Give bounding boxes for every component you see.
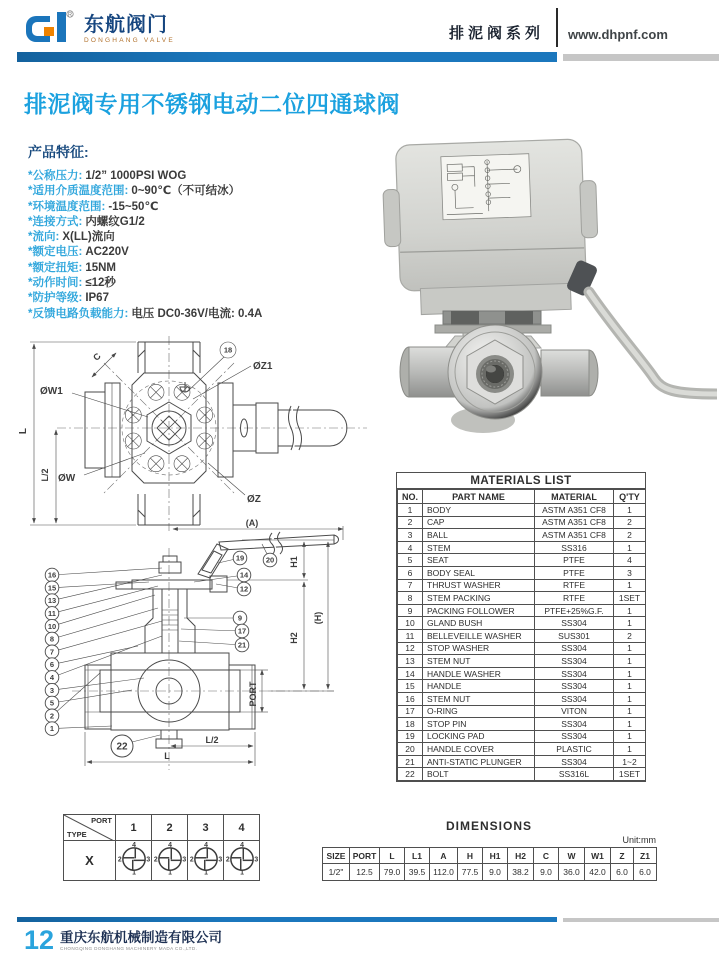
balloon-6: 6 bbox=[49, 660, 55, 670]
materials-cell: STEM NUT bbox=[423, 655, 535, 668]
feature-label: *动作时间: bbox=[28, 277, 83, 290]
materials-cell: 1 bbox=[614, 730, 646, 743]
materials-cell: 16 bbox=[398, 692, 423, 705]
balloon-13: 13 bbox=[47, 596, 57, 606]
footer-company bbox=[60, 931, 222, 951]
port-column-header: 3 bbox=[188, 815, 224, 841]
company-logo bbox=[20, 8, 220, 52]
features-heading: 产品特征: bbox=[28, 144, 89, 160]
balloon-5: 5 bbox=[49, 698, 55, 708]
dimension-value-cell: 36.0 bbox=[559, 864, 585, 881]
balloon-19: 19 bbox=[235, 553, 245, 563]
balloon-21: 21 bbox=[237, 640, 247, 650]
feature-item bbox=[28, 184, 358, 199]
svg-text:4: 4 bbox=[131, 841, 136, 849]
materials-cell: SS304 bbox=[535, 642, 614, 655]
materials-cell: 11 bbox=[398, 629, 423, 642]
materials-cell: PTFE+25%G.F. bbox=[535, 604, 614, 617]
dimension-value-cell: 6.0 bbox=[634, 864, 657, 881]
materials-header-cell: PART NAME bbox=[423, 490, 535, 504]
balloon-3: 3 bbox=[49, 685, 55, 695]
materials-cell: SS304 bbox=[535, 730, 614, 743]
company-name-en: CHONGQING DONGHANG MACHINERY MADA CO.,LTD. bbox=[60, 946, 198, 951]
feature-value: 内螺纹G1/2 bbox=[85, 215, 145, 228]
balloon-4: 4 bbox=[49, 673, 55, 682]
materials-cell: 17 bbox=[398, 705, 423, 718]
materials-cell: HANDLE COVER bbox=[423, 743, 535, 756]
dim-H: (H) bbox=[313, 611, 323, 625]
feature-value: ≤12秒 bbox=[85, 277, 116, 290]
materials-cell: SEAT bbox=[423, 554, 535, 567]
feature-label: *额定电压: bbox=[28, 246, 83, 259]
materials-cell: 1 bbox=[614, 604, 646, 617]
materials-cell: 1 bbox=[614, 579, 646, 592]
dimension-header-cell: SIZE bbox=[323, 848, 350, 864]
corner-label-type: TYPE bbox=[67, 830, 87, 839]
feature-label: *连接方式: bbox=[28, 215, 83, 228]
materials-cell: PLASTIC bbox=[535, 743, 614, 756]
svg-text:3: 3 bbox=[181, 856, 186, 864]
materials-cell: PACKING FOLLOWER bbox=[423, 604, 535, 617]
port-diagram-cell bbox=[116, 841, 152, 881]
materials-cell: HANDLE WASHER bbox=[423, 667, 535, 680]
materials-row bbox=[398, 579, 646, 592]
materials-cell: STOP PIN bbox=[423, 718, 535, 731]
dimension-header-cell: PORT bbox=[350, 848, 380, 864]
materials-cell: BALL bbox=[423, 529, 535, 542]
features-list bbox=[28, 169, 358, 322]
svg-text:3: 3 bbox=[217, 856, 222, 864]
svg-text:4: 4 bbox=[167, 841, 172, 849]
header-gray-bar bbox=[563, 54, 719, 61]
logo-company-en: DONGHANG VALVE bbox=[84, 37, 175, 44]
dim-L-half: L/2 bbox=[40, 468, 50, 482]
materials-cell: 1SET bbox=[614, 768, 646, 781]
feature-value: 1/2” 1000PSI WOG bbox=[85, 170, 187, 182]
materials-cell: RTFE bbox=[535, 592, 614, 605]
materials-row bbox=[398, 755, 646, 768]
materials-cell: 4 bbox=[614, 554, 646, 567]
feature-value: AC220V bbox=[85, 246, 129, 259]
feature-item bbox=[28, 215, 358, 230]
section-drawing bbox=[12, 518, 390, 808]
page-title: 排泥阀专用不锈钢电动二位四通球阀 bbox=[24, 91, 400, 117]
feature-label: *适用介质温度范围: bbox=[28, 185, 129, 198]
materials-cell: 1 bbox=[614, 504, 646, 517]
dimension-header-cell: L1 bbox=[405, 848, 430, 864]
balloon-1: 1 bbox=[49, 724, 55, 734]
actuator-body bbox=[381, 138, 600, 315]
materials-cell: LOCKING PAD bbox=[423, 730, 535, 743]
feature-value: IP67 bbox=[85, 292, 109, 305]
port-row-label: X bbox=[64, 841, 116, 881]
dim-C: C bbox=[91, 351, 103, 363]
materials-cell: STEM PACKING bbox=[423, 592, 535, 605]
materials-cell: 1 bbox=[614, 718, 646, 731]
materials-cell: 19 bbox=[398, 730, 423, 743]
dimension-header-cell: Z1 bbox=[634, 848, 657, 864]
page-number: 12 bbox=[24, 925, 55, 955]
materials-cell: 21 bbox=[398, 755, 423, 768]
company-name-cn: 重庆东航机械制造有限公司 bbox=[60, 930, 222, 945]
materials-row bbox=[398, 667, 646, 680]
materials-cell: 10 bbox=[398, 617, 423, 630]
feature-item bbox=[28, 169, 358, 184]
dim-Z1: ØZ1 bbox=[253, 361, 273, 372]
port-column-header: 1 bbox=[116, 815, 152, 841]
materials-cell: 15 bbox=[398, 680, 423, 693]
materials-cell: 1 bbox=[614, 680, 646, 693]
dimension-header-cell: L bbox=[380, 848, 405, 864]
dimension-header-cell: H bbox=[458, 848, 483, 864]
materials-cell: SS304 bbox=[535, 692, 614, 705]
dim-W1: ØW1 bbox=[40, 386, 63, 397]
materials-row bbox=[398, 529, 646, 542]
dimensions-header-row bbox=[323, 848, 657, 864]
dimension-value-cell: 79.0 bbox=[380, 864, 405, 881]
feature-label: *额定扭矩: bbox=[28, 261, 83, 274]
materials-cell: SS304 bbox=[535, 755, 614, 768]
materials-cell: 14 bbox=[398, 667, 423, 680]
top-view-drawing bbox=[12, 333, 390, 535]
materials-cell: 1~2 bbox=[614, 755, 646, 768]
feature-value: 电压 DC0-36V/电流: 0.4A bbox=[131, 307, 263, 320]
balloon-9: 9 bbox=[237, 613, 243, 623]
materials-cell: SS304 bbox=[535, 718, 614, 731]
materials-row bbox=[398, 629, 646, 642]
materials-cell: ASTM A351 CF8 bbox=[535, 516, 614, 529]
dim-L: L bbox=[164, 751, 170, 761]
materials-cell: CAP bbox=[423, 516, 535, 529]
dimension-value-cell: 77.5 bbox=[458, 864, 483, 881]
materials-cell: SS304 bbox=[535, 617, 614, 630]
materials-cell: 22 bbox=[398, 768, 423, 781]
dimension-header-cell: H1 bbox=[483, 848, 508, 864]
materials-cell: ASTM A351 CF8 bbox=[535, 529, 614, 542]
dimension-value-cell: 42.0 bbox=[585, 864, 611, 881]
svg-text:1: 1 bbox=[167, 869, 172, 875]
port-column-header: 4 bbox=[224, 815, 260, 841]
materials-cell: 1 bbox=[614, 692, 646, 705]
materials-cell: 1SET bbox=[614, 592, 646, 605]
materials-cell: 1 bbox=[614, 705, 646, 718]
port-diagram bbox=[117, 841, 151, 875]
materials-cell: 2 bbox=[614, 629, 646, 642]
logo-mark-icon bbox=[20, 8, 78, 50]
materials-cell: STEM NUT bbox=[423, 692, 535, 705]
valve-body bbox=[400, 325, 598, 433]
balloon-18: 18 bbox=[223, 345, 233, 355]
corner-label-port: PORT bbox=[91, 816, 112, 825]
balloon-15: 15 bbox=[47, 583, 57, 593]
materials-cell: BODY bbox=[423, 504, 535, 517]
materials-row bbox=[398, 768, 646, 781]
materials-cell: 3 bbox=[614, 566, 646, 579]
materials-row bbox=[398, 604, 646, 617]
header-blue-bar bbox=[17, 52, 557, 62]
dim-H2: H2 bbox=[289, 632, 299, 644]
materials-cell: VITON bbox=[535, 705, 614, 718]
feature-item bbox=[28, 307, 358, 322]
materials-row bbox=[398, 705, 646, 718]
materials-cell: 12 bbox=[398, 642, 423, 655]
port-diagram bbox=[225, 841, 259, 875]
dimension-value-cell: 39.5 bbox=[405, 864, 430, 881]
balloon-2: 2 bbox=[49, 711, 55, 721]
feature-label: *流向: bbox=[28, 231, 60, 244]
logo-company-cn: 东航阀门 bbox=[84, 14, 168, 36]
feature-label: *公称压力: bbox=[28, 170, 83, 182]
materials-cell: 1 bbox=[614, 667, 646, 680]
svg-text:2: 2 bbox=[153, 856, 158, 864]
materials-cell: SS304 bbox=[535, 667, 614, 680]
materials-cell: SS304 bbox=[535, 680, 614, 693]
materials-row bbox=[398, 655, 646, 668]
materials-row bbox=[398, 743, 646, 756]
materials-cell: SS316 bbox=[535, 541, 614, 554]
feature-label: *反馈电路负载能力: bbox=[28, 307, 129, 320]
materials-cell: O-RING bbox=[423, 705, 535, 718]
balloon-12: 12 bbox=[239, 584, 249, 594]
materials-cell: 1 bbox=[398, 504, 423, 517]
product-photo bbox=[343, 128, 717, 440]
materials-cell: 20 bbox=[398, 743, 423, 756]
dimension-header-cell: A bbox=[430, 848, 458, 864]
svg-text:1: 1 bbox=[131, 869, 136, 875]
materials-cell: PTFE bbox=[535, 554, 614, 567]
header-divider bbox=[556, 8, 558, 47]
materials-cell: ANTI-STATIC PLUNGER bbox=[423, 755, 535, 768]
svg-text:2: 2 bbox=[189, 856, 194, 864]
materials-cell: 4 bbox=[398, 541, 423, 554]
balloon-17: 17 bbox=[237, 626, 247, 636]
materials-row bbox=[398, 730, 646, 743]
feature-value: -15~50℃ bbox=[108, 200, 159, 213]
balloon-16: 16 bbox=[47, 570, 57, 580]
port-type-table bbox=[63, 814, 260, 881]
dimensions-unit: Unit:mm bbox=[622, 835, 656, 845]
dimension-header-cell: C bbox=[534, 848, 559, 864]
dimensions-title: DIMENSIONS bbox=[445, 819, 532, 833]
feature-item bbox=[28, 230, 358, 245]
balloon-8: 8 bbox=[49, 634, 55, 644]
balloon-10: 10 bbox=[47, 621, 57, 631]
materials-cell: 7 bbox=[398, 579, 423, 592]
materials-cell: HANDLE bbox=[423, 680, 535, 693]
materials-header-cell: NO. bbox=[398, 490, 423, 504]
feature-item bbox=[28, 245, 358, 260]
materials-cell: 5 bbox=[398, 554, 423, 567]
port-diagram bbox=[153, 841, 187, 875]
svg-text:4: 4 bbox=[203, 841, 208, 849]
dim-L-half: L/2 bbox=[205, 735, 219, 745]
port-diagram-cell bbox=[152, 841, 188, 881]
port-type-corner-cell bbox=[64, 815, 116, 841]
feature-label: *防护等级: bbox=[28, 292, 83, 305]
materials-cell: 13 bbox=[398, 655, 423, 668]
materials-header-cell: Q'TY bbox=[614, 490, 646, 504]
website-url: www.dhpnf.com bbox=[568, 27, 668, 42]
materials-cell: 3 bbox=[398, 529, 423, 542]
svg-text:2: 2 bbox=[225, 856, 230, 864]
svg-text:1: 1 bbox=[203, 869, 208, 875]
materials-cell: 2 bbox=[398, 516, 423, 529]
feature-value: 0~90℃（不可结冰） bbox=[131, 185, 241, 198]
dimensions-value-row bbox=[323, 864, 657, 881]
materials-cell: 9 bbox=[398, 604, 423, 617]
balloon-20: 20 bbox=[265, 555, 275, 565]
dim-PORT: PORT bbox=[248, 681, 258, 707]
wiring-diagram-label bbox=[441, 154, 531, 220]
materials-cell: 8 bbox=[398, 592, 423, 605]
dimension-value-cell: 9.0 bbox=[483, 864, 508, 881]
feature-item bbox=[28, 291, 358, 306]
materials-cell: 18 bbox=[398, 718, 423, 731]
materials-cell: SS304 bbox=[535, 655, 614, 668]
dim-W: ØW bbox=[58, 473, 76, 484]
svg-text:R: R bbox=[67, 12, 73, 19]
materials-cell: 6 bbox=[398, 566, 423, 579]
feature-item bbox=[28, 261, 358, 276]
materials-row bbox=[398, 718, 646, 731]
materials-cell: PTFE bbox=[535, 566, 614, 579]
materials-row bbox=[398, 554, 646, 567]
materials-row bbox=[398, 642, 646, 655]
feature-value: 15NM bbox=[85, 261, 116, 274]
port-diagram-cell bbox=[224, 841, 260, 881]
footer-gray-bar bbox=[563, 918, 719, 922]
materials-row bbox=[398, 692, 646, 705]
balloon-7: 7 bbox=[49, 647, 55, 657]
feature-value: X(LL)流向 bbox=[62, 231, 115, 244]
materials-list bbox=[396, 472, 646, 782]
dimension-value-cell: 1/2" bbox=[323, 864, 350, 881]
series-label: 排泥阀系列 bbox=[448, 25, 544, 42]
dimension-value-cell: 112.0 bbox=[430, 864, 458, 881]
dimension-value-cell: 9.0 bbox=[534, 864, 559, 881]
materials-row bbox=[398, 504, 646, 517]
materials-cell: 1 bbox=[614, 743, 646, 756]
port-column-header: 2 bbox=[152, 815, 188, 841]
dim-Z: ØZ bbox=[247, 494, 261, 505]
materials-row bbox=[398, 680, 646, 693]
materials-row bbox=[398, 566, 646, 579]
dimension-value-cell: 38.2 bbox=[508, 864, 534, 881]
feature-item bbox=[28, 200, 358, 215]
svg-text:3: 3 bbox=[145, 856, 150, 864]
svg-text:1: 1 bbox=[239, 869, 244, 875]
materials-cell: STEM bbox=[423, 541, 535, 554]
dimension-header-cell: H2 bbox=[508, 848, 534, 864]
balloon-14: 14 bbox=[239, 570, 249, 580]
materials-cell: SUS301 bbox=[535, 629, 614, 642]
materials-cell: THRUST WASHER bbox=[423, 579, 535, 592]
svg-text:4: 4 bbox=[239, 841, 244, 849]
dimension-header-cell: Z bbox=[611, 848, 634, 864]
feature-label: *环境温度范围: bbox=[28, 200, 106, 213]
svg-text:3: 3 bbox=[253, 856, 258, 864]
dimensions-table bbox=[322, 847, 657, 881]
dim-H1: H1 bbox=[289, 556, 299, 568]
materials-cell: 1 bbox=[614, 541, 646, 554]
balloon-22: 22 bbox=[116, 741, 128, 753]
materials-row bbox=[398, 592, 646, 605]
product-features bbox=[28, 142, 358, 322]
materials-cell: STOP WASHER bbox=[423, 642, 535, 655]
dim-L: L bbox=[18, 427, 29, 435]
dim-A: (A) bbox=[245, 518, 259, 528]
dimension-value-cell: 6.0 bbox=[611, 864, 634, 881]
materials-cell: GLAND BUSH bbox=[423, 617, 535, 630]
materials-cell: 2 bbox=[614, 529, 646, 542]
materials-cell: 1 bbox=[614, 617, 646, 630]
materials-cell: ASTM A351 CF8 bbox=[535, 504, 614, 517]
materials-row bbox=[398, 541, 646, 554]
svg-text:2: 2 bbox=[117, 856, 122, 864]
materials-cell: 2 bbox=[614, 516, 646, 529]
port-diagram-cell bbox=[188, 841, 224, 881]
materials-cell: 1 bbox=[614, 642, 646, 655]
feature-item bbox=[28, 276, 358, 291]
port-diagram bbox=[189, 841, 223, 875]
materials-cell: BELLEVEILLE WASHER bbox=[423, 629, 535, 642]
materials-row bbox=[398, 617, 646, 630]
materials-header-row bbox=[398, 490, 646, 504]
materials-cell: BODY SEAL bbox=[423, 566, 535, 579]
materials-cell: BOLT bbox=[423, 768, 535, 781]
materials-title: MATERIALS LIST bbox=[397, 473, 645, 489]
materials-cell: RTFE bbox=[535, 579, 614, 592]
materials-cell: SS316L bbox=[535, 768, 614, 781]
materials-cell: 1 bbox=[614, 655, 646, 668]
balloon-11: 11 bbox=[48, 609, 56, 618]
materials-row bbox=[398, 516, 646, 529]
materials-header-cell: MATERIAL bbox=[535, 490, 614, 504]
dimension-value-cell: 12.5 bbox=[350, 864, 380, 881]
dimension-header-cell: W1 bbox=[585, 848, 611, 864]
footer-blue-bar bbox=[17, 917, 557, 922]
dimension-header-cell: W bbox=[559, 848, 585, 864]
